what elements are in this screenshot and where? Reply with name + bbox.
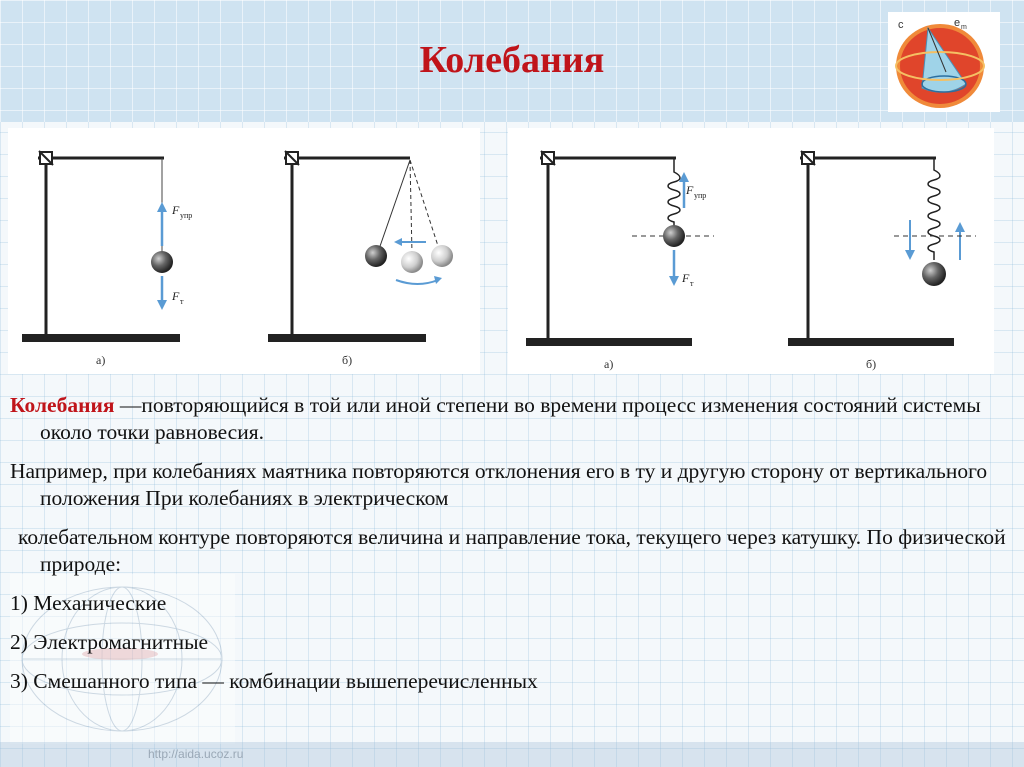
slide-title: Колебания	[419, 39, 605, 81]
example-continuation: колебательном контуре повторяются величина и направление тока, текущего через катушку. По физической природе:	[18, 525, 1006, 576]
force-up-label-a: F	[172, 203, 180, 217]
caption-a-left: а)	[96, 353, 106, 367]
pendulum-ball-left	[365, 245, 387, 267]
stand-a	[22, 151, 192, 367]
footer-url: http://aida.ucoz.ru	[148, 747, 244, 761]
caption-b-right: б)	[866, 357, 877, 371]
force-down-label-a: F	[172, 289, 180, 303]
spring-coil	[668, 158, 680, 226]
caption-a-right: а)	[604, 357, 614, 371]
force-up-sub-a: упр	[180, 211, 193, 220]
force-up-label-spring: F	[686, 183, 694, 197]
example-paragraph: Например, при колебаниях маятника повторяются отклонения его в ту и другую сторону от вертикального положения При колебаниях в электрическом	[10, 459, 988, 510]
body-text	[10, 392, 1010, 707]
force-down-sub-a: т	[180, 297, 184, 306]
logo-label-e: e	[954, 17, 961, 29]
definition-text: —повторяющийся в той или иной степени во времени процесс изменения состояний системы около точки равновесия.	[40, 393, 981, 444]
list-item-mixed: 3) Смешанного типа — комбинации вышеперечисленных	[10, 669, 538, 693]
definition-paragraph	[10, 392, 1010, 446]
list-item-electromagnetic: 2) Электромагнитные	[10, 630, 209, 654]
pendulum-ball-center	[401, 251, 423, 273]
logo-label-e-sub: m	[961, 24, 967, 31]
stand-b	[268, 151, 453, 367]
caption-b-left: б)	[342, 353, 353, 367]
list-item-mechanical: 1) Механические	[10, 591, 167, 615]
rotating-cone-globe-icon	[888, 12, 1000, 112]
spring-coil-stretched	[928, 158, 940, 260]
spring-figure	[508, 128, 994, 374]
logo	[888, 12, 1000, 112]
spring-stand-a	[526, 151, 714, 371]
definition-term: Колебания	[10, 393, 115, 417]
swing-arrow-right	[396, 280, 438, 284]
logo-label-c: c	[898, 19, 904, 31]
pendulum-figure	[8, 128, 480, 374]
pendulum-ball	[151, 251, 173, 273]
force-down-sub-spring: т	[690, 279, 694, 288]
spring-stand-b	[788, 151, 976, 371]
force-up-sub-spring: упр	[694, 191, 707, 200]
pendulum-ball-right	[431, 245, 453, 267]
spring-ball	[663, 225, 685, 247]
spring-ball-b	[922, 262, 946, 286]
force-down-label-spring: F	[682, 271, 690, 285]
